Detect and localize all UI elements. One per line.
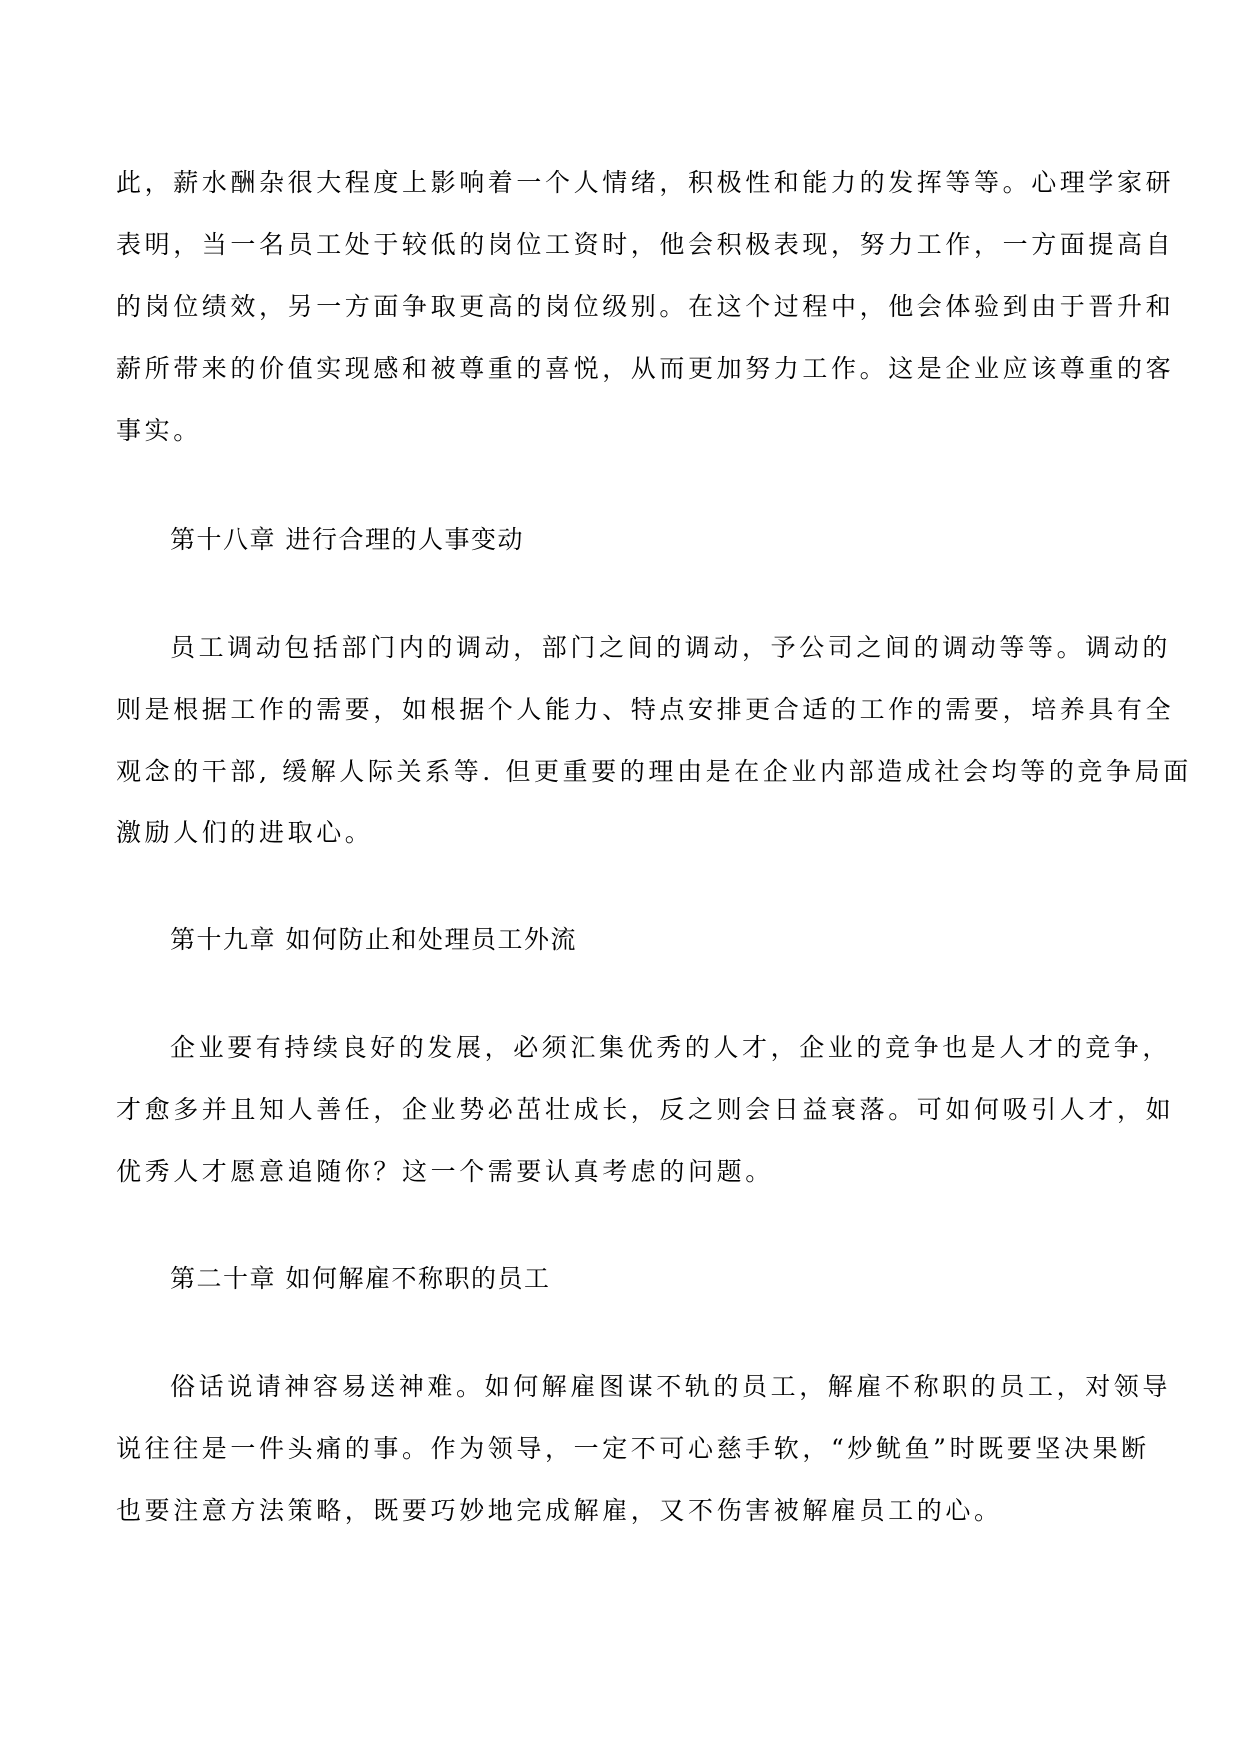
paragraph-line: 员工调动包括部门内的调动，部门之间的调动，予公司之间的调动等等。调动的 (170, 633, 1172, 662)
chapter-heading: 第十八章 进行合理的人事变动 (170, 525, 524, 554)
paragraph-line: 企业要有持续良好的发展，必须汇集优秀的人才，企业的竞争也是人才的竞争， (170, 1033, 1172, 1062)
chapter-heading: 第二十章 如何解雇不称职的员工 (170, 1264, 551, 1293)
paragraph-line: 说往往是一件头痛的事。作为领导，一定不可心慈手软，“炒鱿鱼”时既要坚决果断 (116, 1434, 1150, 1463)
paragraph-line: 俗话说请神容易送神难。如何解雇图谋不轨的员工，解雇不称职的员工，对领导 (170, 1372, 1172, 1401)
paragraph-line: 才愈多并且知人善任，企业势必茁壮成长，反之则会日益衰落。可如何吸引人才，如 (116, 1095, 1175, 1124)
paragraph-line: 此，薪水酬杂很大程度上影响着一个人情绪，积极性和能力的发挥等等。心理学家研 (116, 168, 1175, 197)
paragraph-line: 优秀人才愿意追随你？这一个需要认真考虑的问题。 (116, 1157, 774, 1186)
paragraph-line: 观念的干部, 缓解人际关系等. 但更重要的理由是在企业内部造成社会均等的竞争局面 (116, 757, 1192, 786)
paragraph-line: 则是根据工作的需要，如根据个人能力、特点安排更合适的工作的需要，培养具有全 (116, 695, 1175, 724)
paragraph-line: 事实。 (116, 416, 202, 445)
paragraph-line: 的岗位绩效，另一方面争取更高的岗位级别。在这个过程中，他会体验到由于晋升和 (116, 292, 1175, 321)
paragraph-line: 也要注意方法策略，既要巧妙地完成解雇，又不伤害被解雇员工的心。 (116, 1496, 1003, 1525)
chapter-heading: 第十九章 如何防止和处理员工外流 (170, 925, 577, 954)
paragraph-line: 激励人们的进取心。 (116, 818, 374, 847)
paragraph-line: 薪所带来的价值实现感和被尊重的喜悦，从而更加努力工作。这是企业应该尊重的客 (116, 354, 1175, 383)
paragraph-line: 表明，当一名员工处于较低的岗位工资时，他会积极表现，努力工作，一方面提高自 (116, 230, 1175, 259)
